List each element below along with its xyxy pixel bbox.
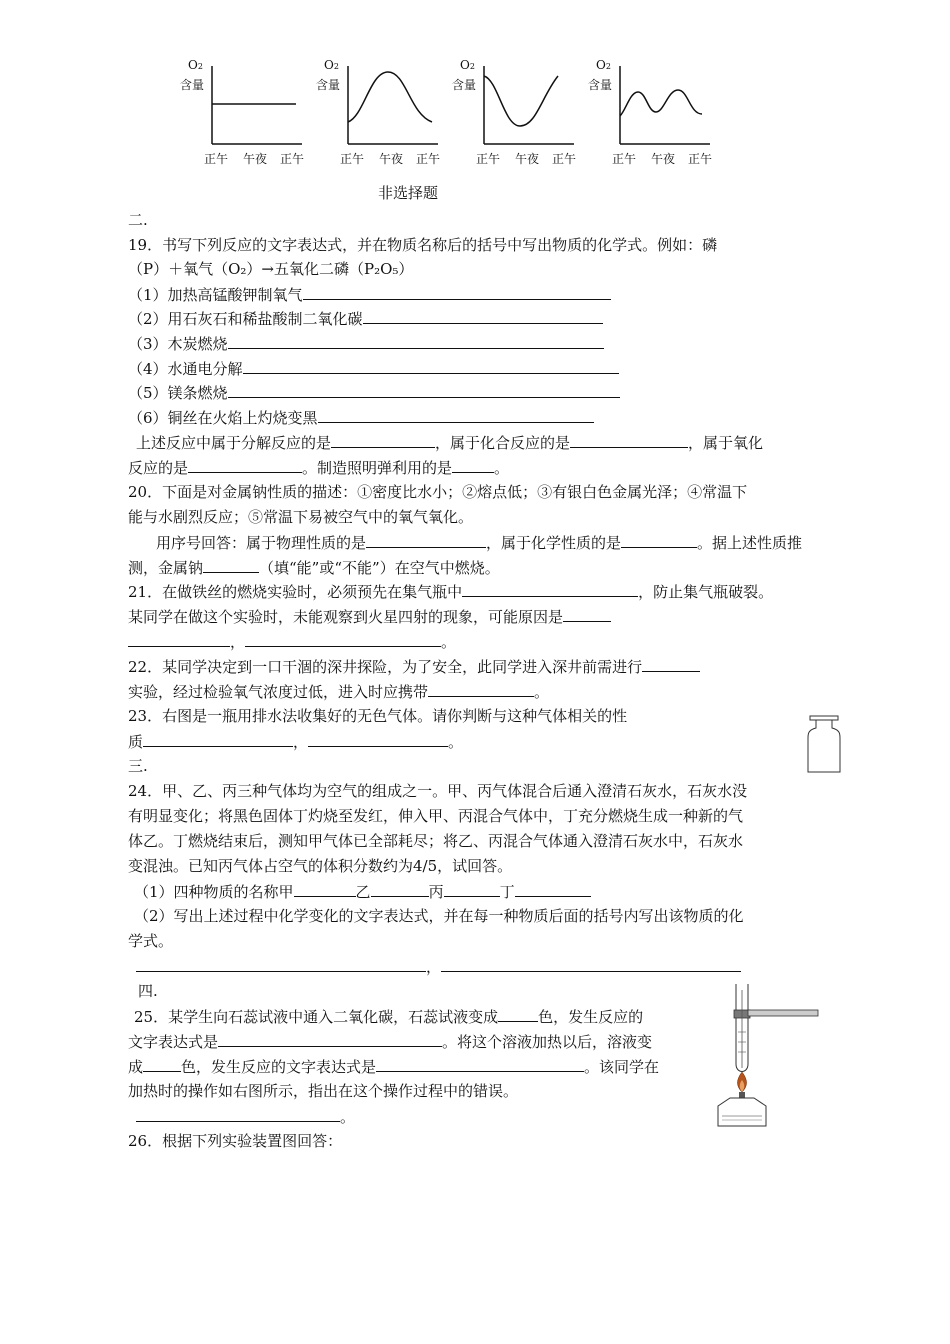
section-title: 非选择题 bbox=[378, 184, 439, 202]
graph-x-tick: 正午 bbox=[340, 152, 365, 166]
answer-blank[interactable] bbox=[143, 1056, 181, 1072]
q20-line2: 能与水剧烈反应；⑤常温下易被空气中的氧气氧化。 bbox=[128, 508, 474, 526]
graph-y-label: O2 bbox=[460, 58, 475, 72]
graph-x-tick: 正午 bbox=[476, 152, 501, 166]
q19-item: （4）水通电分解 bbox=[128, 358, 619, 379]
graph-constant bbox=[176, 56, 312, 170]
graph-y-label-line2: 含量 bbox=[588, 78, 613, 92]
answer-blank[interactable] bbox=[294, 881, 356, 897]
q21-line3: ， 。 bbox=[128, 631, 456, 652]
graph-x-tick: 正午 bbox=[280, 152, 305, 166]
q19-line1: 19．书写下列反应的文字表达式，并在物质名称后的括号中写出物质的化学式。例如：磷 bbox=[128, 236, 718, 254]
q24-line6: （2）写出上述过程中化学变化的文字表达式，并在每一种物质后面的括号内写出该物质的化 bbox=[134, 907, 744, 925]
q22-line2: 实验，经过检验氧气浓度过低，进入时应携带 。 bbox=[128, 683, 550, 701]
part-label: 二. bbox=[128, 211, 148, 229]
q19-item: （5）镁条燃烧 bbox=[128, 382, 620, 403]
answer-blank[interactable] bbox=[218, 1031, 442, 1047]
answer-blank[interactable] bbox=[143, 731, 293, 747]
graph-y-label: O2 bbox=[596, 58, 611, 72]
graph-y-label: O2 bbox=[324, 58, 339, 72]
q20-line1: 20．下面是对金属钠性质的描述：①密度比水小；②熔点低；③有银白色金属光泽；④常温下 bbox=[128, 483, 748, 501]
answer-blank[interactable] bbox=[331, 432, 435, 448]
graph-x-tick: 正午 bbox=[204, 152, 229, 166]
graph-x-tick: 午夜 bbox=[243, 152, 268, 166]
q20-line4: 测，金属钠 （填“能”或“不能”）在空气中燃烧。 bbox=[128, 559, 500, 577]
graph-double-peak bbox=[584, 56, 720, 170]
answer-blank[interactable] bbox=[642, 656, 700, 672]
answer-blank[interactable] bbox=[188, 457, 302, 473]
answer-blank[interactable] bbox=[318, 407, 594, 423]
q24-line8: ， bbox=[136, 956, 741, 977]
part-label: 四. bbox=[138, 982, 158, 1000]
graph-x-tick: 正午 bbox=[416, 152, 441, 166]
q25-line5: 。 bbox=[136, 1106, 355, 1127]
answer-blank[interactable] bbox=[128, 631, 230, 647]
q26-line1: 26．根据下列实验装置图回答： bbox=[128, 1132, 343, 1150]
graph-x-tick: 正午 bbox=[688, 152, 713, 166]
q19-item: （2）用石灰石和稀盐酸制二氧化碳 bbox=[128, 308, 603, 329]
answer-blank[interactable] bbox=[363, 308, 603, 324]
q21-line2: 某同学在做这个实验时，未能观察到火星四射的现象，可能原因是 bbox=[128, 606, 611, 627]
q19-ask2: 反应的是 。制造照明弹利用的是 。 bbox=[128, 459, 510, 477]
q24-line4: 变混浊。已知丙气体占空气的体积分数约为4/5，试回答。 bbox=[128, 857, 513, 875]
answer-blank[interactable] bbox=[444, 881, 500, 897]
q19-item: （1）加热高锰酸钾制氧气 bbox=[128, 284, 611, 305]
answer-blank[interactable] bbox=[621, 532, 697, 548]
graph-x-tick: 午夜 bbox=[379, 152, 404, 166]
q19-item: （6）铜丝在火焰上灼烧变黑 bbox=[128, 407, 594, 428]
q25-line3: 成 色，发生反应的文字表达式是 。该同学在 bbox=[128, 1058, 660, 1076]
q25-line1: 25．某学生向石蕊试液中通入二氧化碳，石蕊试液变成 色，发生反应的 bbox=[134, 1008, 644, 1026]
q21-line1: 21．在做铁丝的燃烧实验时，必须预先在集气瓶中 ，防止集气瓶破裂。 bbox=[128, 583, 774, 601]
graph-x-tick: 正午 bbox=[552, 152, 577, 166]
graph-y-label-line2: 含量 bbox=[452, 78, 477, 92]
q19-item: （3）木炭燃烧 bbox=[128, 333, 604, 354]
part-label: 三. bbox=[128, 757, 148, 775]
answer-blank[interactable] bbox=[563, 606, 611, 622]
answer-blank[interactable] bbox=[366, 532, 486, 548]
graph-y-label: O2 bbox=[188, 58, 203, 72]
graph-x-tick: 午夜 bbox=[515, 152, 540, 166]
answer-blank[interactable] bbox=[136, 956, 426, 972]
answer-blank[interactable] bbox=[428, 681, 534, 697]
graph-x-tick: 正午 bbox=[612, 152, 637, 166]
q20-line3: 用序号回答：属于物理性质的是 ，属于化学性质的是 。据上述性质推 bbox=[156, 534, 803, 552]
answer-blank[interactable] bbox=[452, 457, 494, 473]
answer-blank[interactable] bbox=[570, 432, 688, 448]
q25-line4: 加热时的操作如右图所示，指出在这个操作过程中的错误。 bbox=[128, 1082, 519, 1100]
graph-y-label-line2: 含量 bbox=[316, 78, 341, 92]
answer-blank[interactable] bbox=[228, 333, 604, 349]
q25-line2: 文字表达式是 。将这个溶液加热以后，溶液变 bbox=[128, 1033, 653, 1051]
q23-line2: 质 ， 。 bbox=[128, 733, 464, 751]
o2-graphs bbox=[176, 56, 736, 170]
answer-blank[interactable] bbox=[308, 731, 448, 747]
answer-blank[interactable] bbox=[515, 881, 591, 897]
q19-ask1: 上述反应中属于分解反应的是 ，属于化合反应的是 ，属于氧化 bbox=[136, 434, 764, 452]
answer-blank[interactable] bbox=[303, 284, 611, 300]
answer-blank[interactable] bbox=[441, 956, 741, 972]
q19-line2: （P）＋氧气（O₂）→五氧化二磷（P₂O₅） bbox=[128, 260, 414, 278]
graph-peak bbox=[312, 56, 448, 170]
q24-line1: 24．甲、乙、丙三种气体均为空气的组成之一。甲、丙气体混合后通入澄清石灰水，石灰水没 bbox=[128, 782, 748, 800]
answer-blank[interactable] bbox=[203, 557, 259, 573]
q24-line2: 有明显变化；将黑色固体丁灼烧至发红，伸入甲、丙混合气体中，丁充分燃烧生成一种新的气 bbox=[128, 807, 744, 825]
heating-apparatus-figure bbox=[714, 980, 824, 1130]
q24-line7: 学式。 bbox=[128, 932, 174, 950]
answer-blank[interactable] bbox=[136, 1106, 340, 1122]
q22-line1: 22．某同学决定到一口干涸的深井探险，为了安全，此同学进入深井前需进行 bbox=[128, 656, 700, 677]
graph-x-tick: 午夜 bbox=[651, 152, 676, 166]
answer-blank[interactable] bbox=[243, 358, 619, 374]
answer-blank[interactable] bbox=[376, 1056, 584, 1072]
answer-blank[interactable] bbox=[245, 631, 441, 647]
answer-blank[interactable] bbox=[228, 382, 620, 398]
graph-valley bbox=[448, 56, 584, 170]
answer-blank[interactable] bbox=[462, 581, 638, 597]
answer-blank[interactable] bbox=[498, 1006, 538, 1022]
gas-bottle-figure bbox=[804, 714, 844, 776]
q23-line1: 23．右图是一瓶用排水法收集好的无色气体。请你判断与这种气体相关的性 bbox=[128, 707, 628, 725]
answer-blank[interactable] bbox=[371, 881, 429, 897]
q24-line5: （1）四种物质的名称甲 乙 丙 丁 bbox=[134, 881, 591, 902]
graph-y-label-line2: 含量 bbox=[180, 78, 205, 92]
q24-line3: 体乙。丁燃烧结束后，测知甲气体已全部耗尽；将乙、丙混合气体通入澄清石灰水中，石灰水 bbox=[128, 832, 744, 850]
